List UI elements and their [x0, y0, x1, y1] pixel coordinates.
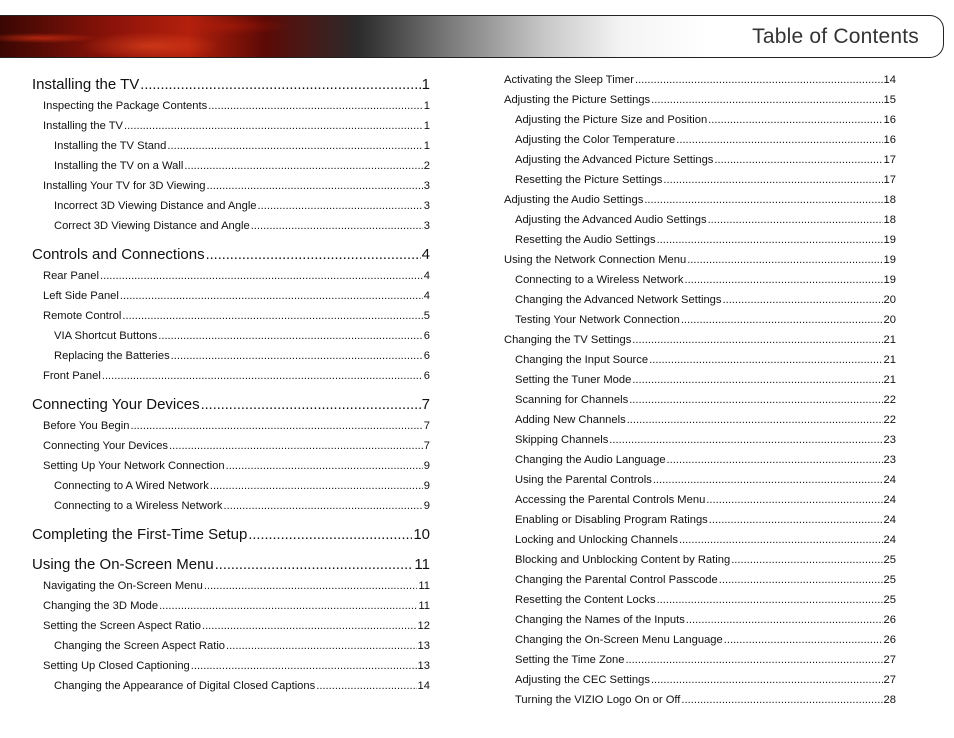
toc-dot-leader	[130, 416, 422, 436]
toc-dot-leader	[709, 510, 883, 530]
toc-entry[interactable]	[32, 116, 430, 136]
toc-dot-leader	[169, 436, 423, 456]
toc-entry-page-number: 24	[883, 474, 896, 486]
toc-dot-leader	[724, 630, 883, 650]
toc-entry-title: Accessing the Parental Controls Menu	[515, 494, 706, 506]
toc-dot-leader	[635, 70, 883, 90]
toc-entry-page-number: 25	[883, 554, 896, 566]
toc-entry-title: Completing the First-Time Setup	[32, 526, 248, 543]
toc-entry-title: Skipping Channels	[515, 434, 609, 446]
toc-dot-leader	[625, 650, 882, 670]
toc-entry-title: Installing the TV on a Wall	[54, 160, 184, 172]
toc-entry-title: Adjusting the Advanced Picture Settings	[515, 154, 714, 166]
toc-entry[interactable]	[504, 670, 896, 690]
toc-dot-leader	[653, 470, 883, 490]
toc-entry-page-number: 16	[883, 134, 896, 146]
toc-dot-leader	[679, 530, 883, 550]
toc-entry-title: Blocking and Unblocking Content by Rating	[515, 554, 731, 566]
toc-entry[interactable]	[504, 550, 896, 570]
toc-entry[interactable]	[504, 250, 896, 270]
toc-entry[interactable]	[504, 290, 896, 310]
toc-entry-title: Using the On-Screen Menu	[32, 556, 214, 573]
toc-entry-page-number: 25	[883, 594, 896, 606]
toc-entry[interactable]	[32, 266, 430, 286]
toc-entry-title: Connecting Your Devices	[32, 396, 200, 413]
toc-entry[interactable]	[32, 556, 430, 576]
toc-entry-title: Left Side Panel	[43, 290, 119, 302]
toc-entry[interactable]	[504, 150, 896, 170]
toc-dot-leader	[663, 170, 882, 190]
toc-entry-title: Adding New Channels	[515, 414, 626, 426]
toc-dot-leader	[207, 176, 423, 196]
toc-entry[interactable]	[32, 366, 430, 386]
toc-entry-page-number: 9	[423, 480, 430, 492]
toc-entry-page-number: 9	[423, 500, 430, 512]
toc-entry[interactable]	[504, 190, 896, 210]
toc-entry-page-number: 22	[883, 414, 896, 426]
toc-entry-title: Testing Your Network Connection	[515, 314, 680, 326]
toc-entry-title: Resetting the Picture Settings	[515, 174, 663, 186]
toc-entry-title: Changing the Audio Language	[515, 454, 666, 466]
toc-dot-leader	[251, 216, 423, 236]
toc-entry-page-number: 1	[421, 76, 430, 93]
toc-dot-leader	[632, 330, 882, 350]
toc-entry[interactable]	[504, 90, 896, 110]
toc-entry-page-number: 21	[883, 354, 896, 366]
toc-dot-leader	[226, 456, 423, 476]
toc-entry[interactable]	[504, 610, 896, 630]
toc-dot-leader	[202, 616, 417, 636]
toc-entry-title: Front Panel	[43, 370, 101, 382]
toc-entry[interactable]	[504, 470, 896, 490]
toc-entry-page-number: 14	[417, 680, 430, 692]
toc-entry[interactable]	[32, 216, 430, 236]
toc-dot-leader	[206, 247, 421, 263]
toc-entry-title: Setting Up Your Network Connection	[43, 460, 225, 472]
toc-entry-title: Installing the TV	[43, 120, 124, 132]
toc-entry-title: Adjusting the Advanced Audio Settings	[515, 214, 707, 226]
toc-entry[interactable]	[504, 210, 896, 230]
toc-entry[interactable]	[32, 576, 430, 596]
toc-entry[interactable]	[504, 130, 896, 150]
toc-entry-title: Setting the Time Zone	[515, 654, 625, 666]
toc-entry[interactable]	[32, 436, 430, 456]
toc-entry-page-number: 16	[883, 114, 896, 126]
toc-entry-page-number: 1	[423, 100, 430, 112]
toc-entry-page-number: 12	[417, 620, 430, 632]
toc-entry[interactable]	[504, 310, 896, 330]
toc-entry-page-number: 18	[883, 214, 896, 226]
toc-dot-leader	[685, 270, 883, 290]
toc-dot-leader	[184, 156, 422, 176]
toc-entry[interactable]	[504, 110, 896, 130]
toc-right-column	[504, 70, 896, 710]
toc-entry-title: Scanning for Channels	[515, 394, 629, 406]
toc-entry-page-number: 3	[423, 180, 430, 192]
toc-entry[interactable]	[504, 370, 896, 390]
toc-entry-page-number: 20	[883, 314, 896, 326]
toc-entry-title: Changing the Advanced Network Settings	[515, 294, 722, 306]
toc-dot-leader	[210, 476, 423, 496]
toc-entry[interactable]	[32, 676, 430, 696]
toc-dot-leader	[122, 306, 422, 326]
toc-entry[interactable]	[32, 76, 430, 96]
toc-entry[interactable]	[504, 490, 896, 510]
toc-dot-leader	[171, 346, 423, 366]
toc-dot-leader	[124, 116, 423, 136]
toc-entry-title: Adjusting the Audio Settings	[504, 194, 644, 206]
toc-entry-page-number: 22	[883, 394, 896, 406]
toc-entry-page-number: 4	[423, 270, 430, 282]
toc-entry-title: Inspecting the Package Contents	[43, 100, 208, 112]
toc-entry[interactable]	[504, 430, 896, 450]
toc-entry-title: Before You Begin	[43, 420, 130, 432]
toc-entry-page-number: 4	[423, 290, 430, 302]
toc-entry-title: Changing the On-Screen Menu Language	[515, 634, 723, 646]
toc-entry-title: Using the Parental Controls	[515, 474, 652, 486]
toc-entry[interactable]	[32, 656, 430, 676]
toc-dot-leader	[167, 136, 422, 156]
toc-dot-leader	[644, 190, 882, 210]
toc-entry[interactable]	[504, 230, 896, 250]
toc-left-column	[32, 70, 430, 696]
toc-entry-title: Locking and Unlocking Channels	[515, 534, 678, 546]
toc-entry[interactable]	[504, 410, 896, 430]
toc-entry-page-number: 5	[423, 310, 430, 322]
toc-entry-title: Setting the Tuner Mode	[515, 374, 632, 386]
toc-entry[interactable]	[32, 326, 430, 346]
toc-entry-page-number: 27	[883, 654, 896, 666]
toc-entry[interactable]	[32, 136, 430, 156]
toc-entry-page-number: 23	[883, 434, 896, 446]
toc-entry[interactable]	[32, 286, 430, 306]
toc-entry-title: Adjusting the Picture Settings	[504, 94, 651, 106]
toc-entry-page-number: 24	[883, 514, 896, 526]
toc-entry-title: Changing the Screen Aspect Ratio	[54, 640, 226, 652]
toc-entry-page-number: 10	[413, 526, 430, 543]
toc-entry-title: Correct 3D Viewing Distance and Angle	[54, 220, 250, 232]
toc-entry[interactable]	[32, 596, 430, 616]
toc-dot-leader	[731, 550, 882, 570]
toc-entry[interactable]	[32, 176, 430, 196]
toc-entry[interactable]	[504, 70, 896, 90]
toc-entry[interactable]	[504, 690, 896, 710]
toc-entry-page-number: 11	[414, 556, 430, 573]
toc-entry-title: Setting the Screen Aspect Ratio	[43, 620, 201, 632]
toc-entry[interactable]	[32, 396, 430, 416]
toc-entry-title: Navigating the On-Screen Menu	[43, 580, 203, 592]
toc-entry-page-number: 1	[423, 120, 430, 132]
header-banner	[0, 15, 944, 58]
toc-entry-title: Setting Up Closed Captioning	[43, 660, 190, 672]
toc-dot-leader	[651, 670, 883, 690]
toc-dot-leader	[719, 570, 883, 590]
toc-dot-leader	[676, 130, 882, 150]
toc-entry-page-number: 17	[883, 154, 896, 166]
toc-dot-leader	[100, 266, 423, 286]
toc-entry-title: Remote Control	[43, 310, 122, 322]
toc-entry-page-number: 26	[883, 634, 896, 646]
toc-dot-leader	[226, 636, 417, 656]
toc-entry-title: Enabling or Disabling Program Ratings	[515, 514, 708, 526]
toc-entry[interactable]	[32, 96, 430, 116]
toc-entry-title: Replacing the Batteries	[54, 350, 170, 362]
toc-entry-title: Adjusting the CEC Settings	[515, 674, 650, 686]
toc-entry-title: Incorrect 3D Viewing Distance and Angle	[54, 200, 257, 212]
toc-dot-leader	[706, 490, 882, 510]
toc-dot-leader	[657, 230, 883, 250]
header-flare-graphic	[0, 16, 300, 58]
toc-dot-leader	[201, 397, 421, 413]
toc-entry-title: Rear Panel	[43, 270, 99, 282]
toc-entry-title: Changing the Input Source	[515, 354, 649, 366]
toc-dot-leader	[687, 250, 882, 270]
toc-entry-page-number: 27	[883, 674, 896, 686]
toc-entry-page-number: 1	[423, 140, 430, 152]
toc-dot-leader	[629, 390, 882, 410]
toc-dot-leader	[159, 596, 417, 616]
toc-entry[interactable]	[504, 390, 896, 410]
toc-dot-leader	[649, 350, 882, 370]
toc-entry-title: Installing Your TV for 3D Viewing	[43, 180, 206, 192]
toc-entry-page-number: 20	[883, 294, 896, 306]
toc-entry-title: Turning the VIZIO Logo On or Off	[515, 694, 681, 706]
toc-entry[interactable]	[504, 630, 896, 650]
toc-entry-page-number: 4	[421, 246, 430, 263]
toc-entry-page-number: 2	[423, 160, 430, 172]
toc-entry-title: Connecting to A Wired Network	[54, 480, 209, 492]
toc-entry-title: Connecting to a Wireless Network	[515, 274, 684, 286]
toc-entry-title: Changing the Parental Control Passcode	[515, 574, 718, 586]
toc-dot-leader	[224, 496, 423, 516]
toc-entry-page-number: 19	[883, 234, 896, 246]
toc-dot-leader	[714, 150, 882, 170]
toc-entry[interactable]	[504, 530, 896, 550]
toc-entry-title: Changing the Appearance of Digital Closed Captions	[54, 680, 316, 692]
toc-entry-page-number: 7	[423, 420, 430, 432]
toc-entry[interactable]	[32, 306, 430, 326]
toc-entry[interactable]	[504, 170, 896, 190]
toc-dot-leader	[627, 410, 883, 430]
toc-entry-title: Changing the Names of the Inputs	[515, 614, 685, 626]
toc-dot-leader	[708, 210, 883, 230]
toc-entry-title: Controls and Connections	[32, 246, 205, 263]
toc-entry-page-number: 25	[883, 574, 896, 586]
toc-entry[interactable]	[504, 590, 896, 610]
toc-entry-page-number: 13	[417, 660, 430, 672]
toc-entry[interactable]	[32, 636, 430, 656]
toc-dot-leader	[632, 370, 882, 390]
toc-dot-leader	[120, 286, 423, 306]
toc-entry-page-number: 6	[423, 330, 430, 342]
toc-dot-leader	[158, 326, 423, 346]
toc-entry-page-number: 19	[883, 254, 896, 266]
toc-dot-leader	[140, 77, 420, 93]
toc-entry-page-number: 3	[423, 220, 430, 232]
toc-entry[interactable]	[504, 650, 896, 670]
toc-entry[interactable]	[504, 450, 896, 470]
toc-entry[interactable]	[32, 456, 430, 476]
page-title: Table of Contents	[752, 25, 919, 48]
toc-entry-page-number: 28	[883, 694, 896, 706]
toc-entry-page-number: 6	[423, 350, 430, 362]
toc-dot-leader	[681, 690, 882, 710]
toc-entry[interactable]	[32, 476, 430, 496]
toc-entry-title: Resetting the Content Locks	[515, 594, 656, 606]
toc-entry[interactable]	[32, 526, 430, 546]
toc-entry-title: Installing the TV	[32, 76, 140, 93]
toc-dot-leader	[708, 110, 882, 130]
toc-entry-title: Resetting the Audio Settings	[515, 234, 656, 246]
toc-entry[interactable]	[32, 246, 430, 266]
toc-dot-leader	[248, 527, 412, 543]
toc-entry-page-number: 24	[883, 534, 896, 546]
toc-entry[interactable]	[32, 496, 430, 516]
toc-entry-title: Changing the TV Settings	[504, 334, 632, 346]
toc-entry-page-number: 26	[883, 614, 896, 626]
toc-entry-page-number: 17	[883, 174, 896, 186]
toc-entry-page-number: 11	[418, 580, 430, 592]
toc-entry-page-number: 7	[421, 396, 430, 413]
toc-entry-page-number: 11	[418, 600, 430, 612]
toc-entry[interactable]	[32, 616, 430, 636]
toc-entry-title: Installing the TV Stand	[54, 140, 167, 152]
toc-entry-title: Connecting to a Wireless Network	[54, 500, 223, 512]
toc-entry-title: Adjusting the Picture Size and Position	[515, 114, 708, 126]
toc-dot-leader	[667, 450, 883, 470]
toc-entry-page-number: 14	[883, 74, 896, 86]
toc-dot-leader	[722, 290, 882, 310]
toc-entry[interactable]	[504, 330, 896, 350]
toc-entry[interactable]	[32, 196, 430, 216]
toc-entry-page-number: 13	[417, 640, 430, 652]
toc-dot-leader	[191, 656, 417, 676]
toc-entry-page-number: 9	[423, 460, 430, 472]
toc-dot-leader	[609, 430, 882, 450]
toc-entry[interactable]	[32, 346, 430, 366]
toc-entry-title: Connecting Your Devices	[43, 440, 169, 452]
toc-entry-page-number: 21	[883, 334, 896, 346]
toc-entry-page-number: 21	[883, 374, 896, 386]
toc-entry[interactable]	[32, 156, 430, 176]
toc-entry[interactable]	[504, 510, 896, 530]
toc-entry-title: Adjusting the Color Temperature	[515, 134, 676, 146]
toc-entry-page-number: 15	[883, 94, 896, 106]
toc-dot-leader	[686, 610, 883, 630]
toc-entry-page-number: 23	[883, 454, 896, 466]
toc-entry[interactable]	[504, 270, 896, 290]
toc-dot-leader	[258, 196, 423, 216]
toc-dot-leader	[316, 676, 416, 696]
toc-entry-title: Using the Network Connection Menu	[504, 254, 687, 266]
toc-entry-title: VIA Shortcut Buttons	[54, 330, 158, 342]
toc-entry-page-number: 18	[883, 194, 896, 206]
toc-dot-leader	[651, 90, 882, 110]
toc-dot-leader	[204, 576, 418, 596]
toc-entry[interactable]	[504, 350, 896, 370]
toc-entry-title: Activating the Sleep Timer	[504, 74, 634, 86]
toc-entry-page-number: 6	[423, 370, 430, 382]
toc-dot-leader	[208, 96, 423, 116]
toc-dot-leader	[215, 557, 414, 573]
toc-dot-leader	[657, 590, 883, 610]
toc-dot-leader	[102, 366, 423, 386]
toc-entry[interactable]	[504, 570, 896, 590]
toc-entry-page-number: 7	[423, 440, 430, 452]
toc-entry-title: Changing the 3D Mode	[43, 600, 159, 612]
toc-entry-page-number: 19	[883, 274, 896, 286]
toc-dot-leader	[681, 310, 883, 330]
toc-entry-page-number: 3	[423, 200, 430, 212]
toc-entry[interactable]	[32, 416, 430, 436]
toc-entry-page-number: 24	[883, 494, 896, 506]
